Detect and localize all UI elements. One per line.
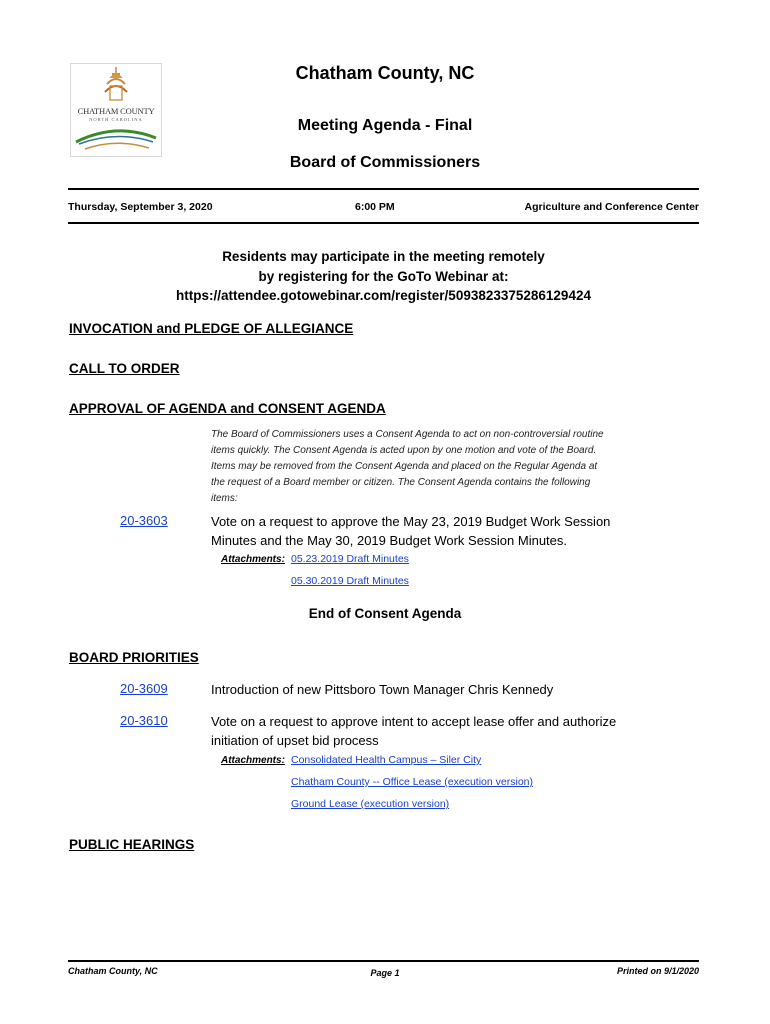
logo-title: CHATHAM COUNTY: [77, 106, 155, 116]
footer-rule: [68, 960, 699, 962]
note-line: Items may be removed from the Consent Agenda and placed on the Regular Agenda at: [211, 461, 598, 472]
header-rule-bottom: [68, 222, 699, 224]
header-rule-top: [68, 188, 699, 190]
footer-page: Page 1: [370, 968, 400, 978]
meeting-location: Agriculture and Conference Center: [524, 201, 699, 213]
notice-line: by registering for the GoTo Webinar at:: [258, 268, 509, 284]
footer-printed: Printed on 9/1/2020: [616, 966, 699, 976]
item-line: initiation of upset bid process: [211, 733, 379, 748]
note-line: items quickly. The Consent Agenda is acted upon by one motion and vote of the Board.: [211, 445, 597, 456]
attachments-label: Attachments:: [221, 755, 285, 766]
section-approval: APPROVAL OF AGENDA and CONSENT AGENDA: [69, 401, 386, 416]
webinar-url: https://attendee.gotowebinar.com/register/5093823375286129424: [176, 288, 591, 303]
item-line: Introduction of new Pittsboro Town Manager Chris Kennedy: [211, 682, 554, 697]
attachment-link[interactable]: 05.30.2019 Draft Minutes: [291, 575, 409, 587]
section-board-priorities: BOARD PRIORITIES: [69, 650, 199, 665]
meeting-date: Thursday, September 3, 2020: [68, 201, 213, 213]
page-title: Chatham County, NC: [295, 63, 475, 83]
attachment-link[interactable]: Chatham County -- Office Lease (execution version): [291, 776, 534, 788]
notice-line: Residents may participate in the meeting remotely: [222, 249, 545, 264]
item-description: [211, 680, 651, 699]
attachment-link[interactable]: 05.23.2019 Draft Minutes: [291, 553, 409, 565]
attachment-link[interactable]: Ground Lease (execution version): [291, 798, 450, 810]
item-line: Vote on a request to approve the May 23, 2019 Budget Work Session: [211, 514, 611, 529]
board-name: Board of Commissioners: [289, 154, 481, 171]
agenda-type: Meeting Agenda - Final: [297, 117, 473, 134]
item-link-20-3610[interactable]: 20-3610: [120, 713, 168, 728]
consent-note: [211, 427, 666, 507]
attachments-label: Attachments:: [221, 554, 285, 565]
logo-subtitle: NORTH CAROLINA: [89, 117, 143, 122]
meeting-time: 6:00 PM: [355, 201, 395, 213]
section-public-hearings: PUBLIC HEARINGS: [69, 837, 195, 852]
county-logo: [70, 63, 162, 157]
end-consent-heading: End of Consent Agenda: [308, 606, 462, 621]
item-line: Vote on a request to approve intent to accept lease offer and authorize: [211, 714, 617, 729]
footer-county: Chatham County, NC: [68, 966, 158, 976]
remote-notice: [68, 247, 699, 306]
item-description: [211, 712, 651, 750]
note-line: The Board of Commissioners uses a Consent Agenda to act on non-controversial routine: [211, 429, 604, 440]
item-description: [211, 512, 651, 550]
section-call-to-order: CALL TO ORDER: [69, 361, 180, 376]
note-line: items:: [211, 493, 238, 504]
item-line: Minutes and the May 30, 2019 Budget Work Session Minutes.: [211, 533, 568, 548]
note-line: the request of a Board member or citizen. The Consent Agenda contains the following: [211, 477, 591, 488]
attachment-link[interactable]: Consolidated Health Campus – Siler City: [291, 754, 482, 766]
section-invocation: INVOCATION and PLEDGE OF ALLEGIANCE: [69, 321, 354, 336]
item-link-20-3603[interactable]: 20-3603: [120, 513, 168, 528]
item-link-20-3609[interactable]: 20-3609: [120, 681, 168, 696]
